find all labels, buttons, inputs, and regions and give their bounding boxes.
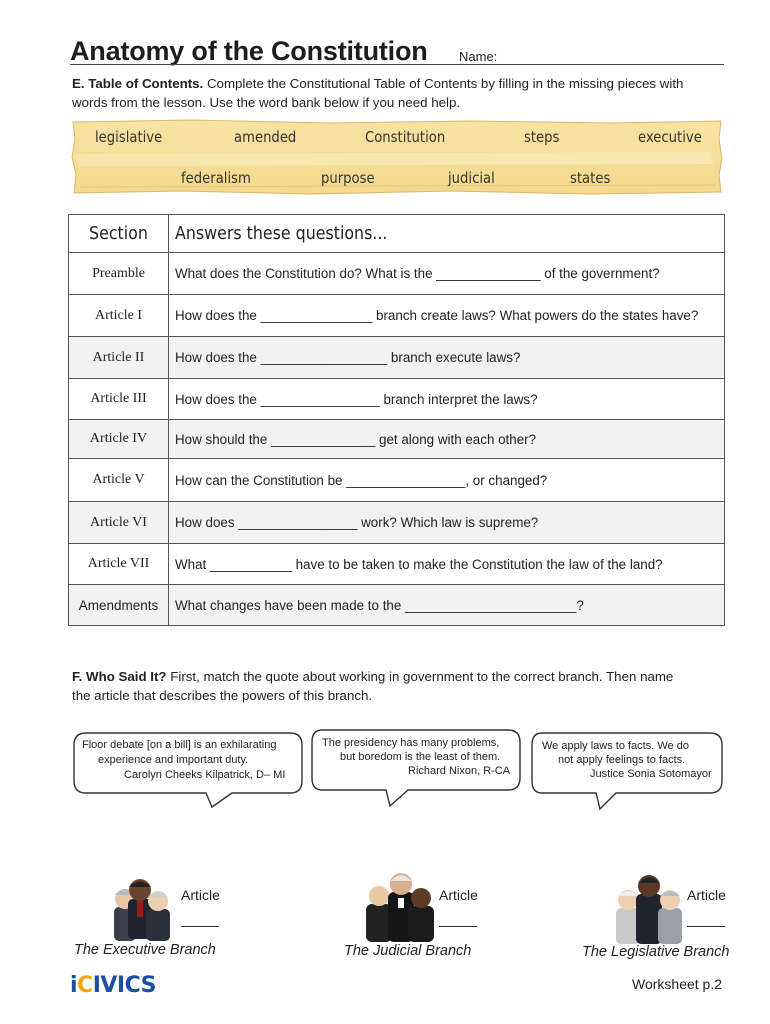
word-bank-word: executive bbox=[638, 128, 702, 146]
name-field-line[interactable] bbox=[70, 64, 724, 65]
table-header-row bbox=[69, 215, 725, 253]
column-header-section: Section bbox=[69, 215, 169, 253]
quote-author: Richard Nixon, R-CA bbox=[408, 765, 511, 777]
legislative-figures-icon bbox=[614, 872, 686, 946]
row-question[interactable]: What does the Constitution do? What is the ______________ of the government? bbox=[169, 253, 725, 295]
quote-bubble bbox=[310, 728, 522, 810]
word-bank-word: purpose bbox=[321, 169, 375, 187]
row-question[interactable]: What ___________ have to be taken to make the Constitution the law of the land? bbox=[169, 544, 725, 585]
table-row bbox=[69, 459, 725, 502]
judicial-figures-icon bbox=[362, 870, 438, 946]
word-bank-word: federalism bbox=[181, 169, 251, 187]
section-e-text-1: Complete the Constitutional Table of Contents by filling in the missing pieces with bbox=[203, 76, 684, 91]
word-bank-word: legislative bbox=[95, 128, 163, 146]
quote-line: not apply feelings to facts. bbox=[558, 754, 686, 766]
row-question[interactable]: How should the ______________ get along with each other? bbox=[169, 420, 725, 459]
article-answer-line[interactable] bbox=[181, 926, 219, 927]
table-row bbox=[69, 295, 725, 337]
article-label: Article bbox=[687, 887, 726, 903]
row-section: Preamble bbox=[69, 253, 169, 295]
word-bank-word: amended bbox=[234, 128, 297, 146]
quote-line: Floor debate [on a bill] is an exhilarating bbox=[82, 739, 277, 751]
section-e-instructions bbox=[72, 74, 732, 112]
article-answer-line[interactable] bbox=[439, 926, 477, 927]
row-question[interactable]: What changes have been made to the _______________________? bbox=[169, 585, 725, 626]
table-row bbox=[69, 420, 725, 459]
row-section: Amendments bbox=[69, 585, 169, 626]
quote-line: We apply laws to facts. We do bbox=[542, 740, 689, 752]
section-f-text-2: the article that describes the powers of this branch. bbox=[72, 688, 373, 703]
quote-author: Carolyn Cheeks Kilpatrick, D– MI bbox=[124, 769, 286, 781]
column-header-answers: Answers these questions... bbox=[169, 215, 725, 253]
table-row bbox=[69, 544, 725, 585]
icivics-logo: iCIVICS bbox=[70, 973, 156, 998]
table-row bbox=[69, 337, 725, 379]
article-answer-line[interactable] bbox=[687, 926, 725, 927]
quote-bubble bbox=[530, 731, 724, 813]
branch-caption: The Legislative Branch bbox=[582, 944, 730, 960]
page-footer: Worksheet p.2 bbox=[632, 976, 723, 992]
quote-line: but boredom is the least of them. bbox=[340, 751, 501, 763]
row-section: Article II bbox=[69, 337, 169, 379]
table-row bbox=[69, 253, 725, 295]
word-bank-word: steps bbox=[524, 128, 560, 146]
constitution-toc-table bbox=[68, 214, 725, 626]
row-section: Article III bbox=[69, 379, 169, 420]
page-title: Anatomy of the Constitution bbox=[70, 36, 428, 66]
section-f-heading: F. Who Said It? bbox=[72, 669, 167, 684]
row-question[interactable]: How does the _________________ branch execute laws? bbox=[169, 337, 725, 379]
row-section: Article VII bbox=[69, 544, 169, 585]
section-e-text-2: words from the lesson. Use the word bank below if you need help. bbox=[72, 95, 461, 110]
row-section: Article VI bbox=[69, 502, 169, 544]
row-question[interactable]: How does the _______________ branch create laws? What powers do the states have? bbox=[169, 295, 725, 337]
table-row bbox=[69, 585, 725, 626]
section-e-heading: E. Table of Contents. bbox=[72, 76, 204, 91]
section-f-text-1: First, match the quote about working in government to the correct branch. Then name bbox=[166, 669, 674, 684]
word-bank-word: states bbox=[570, 169, 611, 187]
quote-bubble bbox=[72, 731, 304, 811]
section-f-instructions bbox=[72, 667, 732, 705]
row-section: Article I bbox=[69, 295, 169, 337]
quote-author: Justice Sonia Sotomayor bbox=[590, 768, 712, 780]
quote-line: The presidency has many problems, bbox=[322, 737, 500, 749]
quote-line: experience and important duty. bbox=[98, 754, 249, 766]
word-bank-word: judicial bbox=[448, 169, 495, 187]
branch-caption: The Judicial Branch bbox=[344, 943, 472, 959]
table-row bbox=[69, 502, 725, 544]
row-question[interactable]: How can the Constitution be ________________, or changed? bbox=[169, 459, 725, 502]
row-section: Article IV bbox=[69, 420, 169, 459]
word-bank bbox=[71, 119, 723, 195]
article-label: Article bbox=[181, 887, 220, 903]
row-question[interactable]: How does the ________________ branch interpret the laws? bbox=[169, 379, 725, 420]
row-section: Article V bbox=[69, 459, 169, 502]
name-label: Name: bbox=[459, 49, 498, 64]
executive-figures-icon bbox=[100, 875, 180, 945]
branch-caption: The Executive Branch bbox=[74, 942, 216, 958]
table-row bbox=[69, 379, 725, 420]
row-question[interactable]: How does ________________ work? Which law is supreme? bbox=[169, 502, 725, 544]
word-bank-word: Constitution bbox=[365, 128, 446, 146]
article-label: Article bbox=[439, 887, 478, 903]
